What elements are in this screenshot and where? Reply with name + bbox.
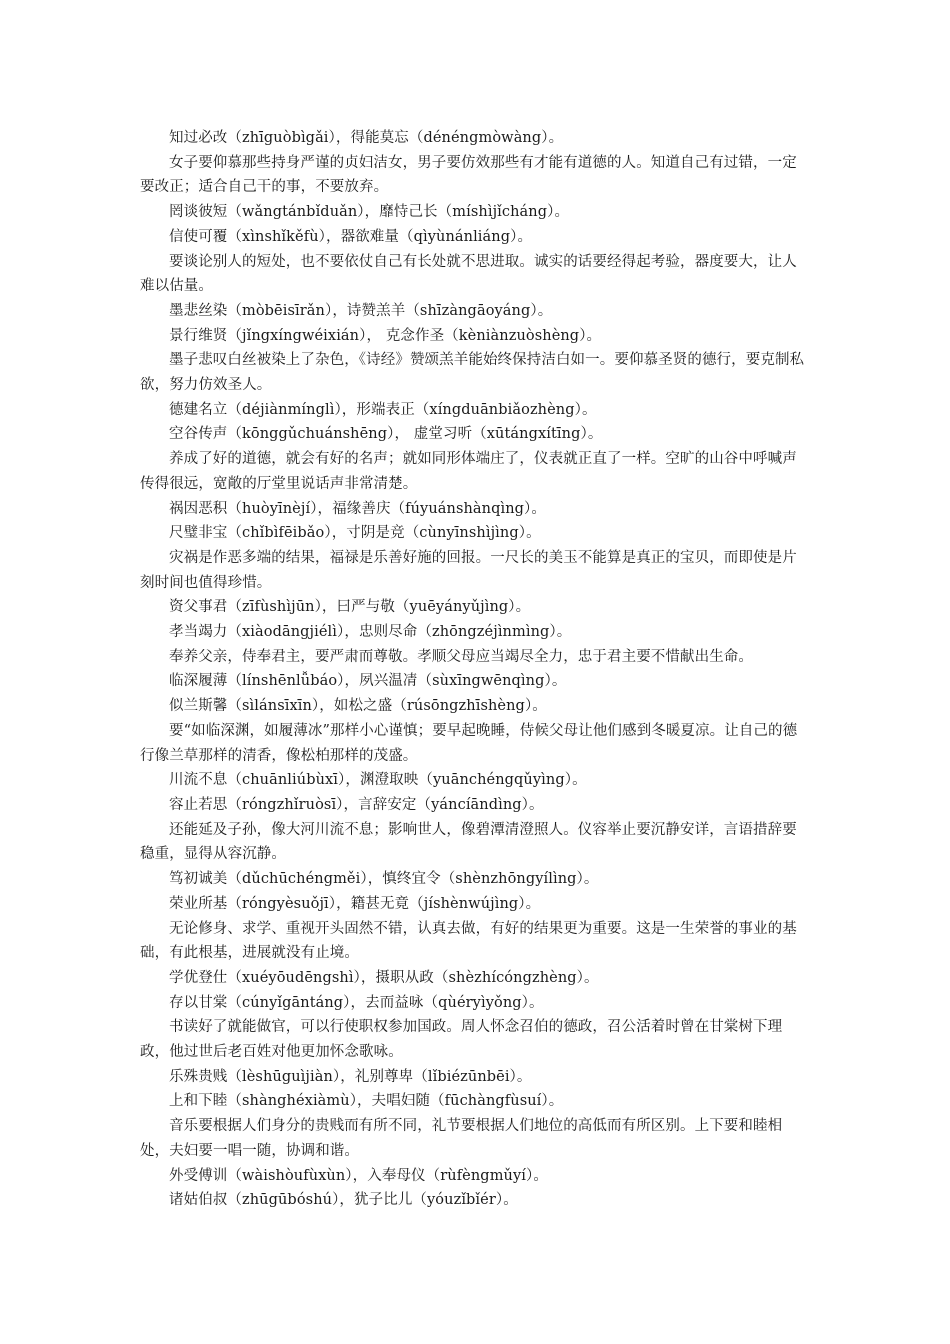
paragraph: 存以甘棠（cúnyǐgāntáng），去而益咏（qùéryìyǒng）。: [169, 994, 544, 1011]
paragraph: 墨子悲叹白丝被染上了杂色，《诗经》赞颂羔羊能始终保持洁白如一。要仰慕圣贤的德行，要克制私欲，努力仿效圣人。: [140, 352, 805, 394]
paragraph: 奉养父亲，侍奉君主，要严肃而尊敬。孝顺父母应当竭尽全力，忠于君主要不惜献出生命。: [169, 648, 753, 665]
paragraph: 灾祸是作恶多端的结果，福禄是乐善好施的回报。一尺长的美玉不能算是真正的宝贝，而即使是片刻时间也值得珍惜。: [140, 549, 797, 591]
paragraph: 养成了好的道德，就会有好的名声；就如同形体端庄了，仪表就正直了一样。空旷的山谷中呼喊声传得很远，宽敞的厅堂里说话声非常清楚。: [140, 451, 797, 492]
paragraph: 学优登仕（xuéyōudēngshì），摄职从政（shèzhícóngzhèng）。: [169, 969, 599, 986]
paragraph: 上和下睦（shànghéxiàmù），夫唱妇随（fūchàngfùsuí）。: [169, 1093, 564, 1110]
paragraph: 要“如临深渊，如履薄冰”那样小心谨慎；要早起晚睡，侍候父母让他们感到冬暖夏凉。让自己的德行像兰草那样的清香，像松柏那样的茂盛。: [140, 722, 798, 764]
paragraph: 无论修身、求学、重视开头固然不错，认真去做，有好的结果更为重要。这是一生荣誉的事业的基础，有此根基，进展就没有止境。: [140, 920, 797, 962]
paragraph: 女子要仰慕那些持身严谨的贞妇洁女，男子要仿效那些有才能有道德的人。知道自己有过错，一定要改正；适合自己干的事，不要放弃。: [140, 154, 797, 196]
paragraph: 祸因恶积（huòyīnèjí），福缘善庆（fúyuánshànqìng）。: [169, 500, 547, 517]
paragraph: 书读好了就能做官，可以行使职权参加国政。周人怀念召伯的德政，召公活着时曾在甘棠树下理政，他过世后老百姓对他更加怀念歌咏。: [140, 1019, 783, 1061]
paragraph: 音乐要根据人们身分的贵贱而有所不同，礼节要根据人们地位的高低而有所区别。上下要和睦相处，夫妇要一唱一随，协调和谐。: [140, 1118, 783, 1159]
paragraph: 荣业所基（róngyèsuǒjī），籍甚无竟（jíshènwújìng）。: [169, 895, 541, 912]
paragraph: 景行维贤（jǐngxíngwéixián）， 克念作圣（kèniànzuòshèng）。: [169, 327, 602, 344]
paragraph: 乐殊贵贱（lèshūguìjiàn），礼别尊卑（lǐbiézūnbēi）。: [169, 1068, 532, 1085]
paragraph: 孝当竭力（xiàodāngjiélì），忠则尽命（zhōngzéjìnmìng）。: [169, 624, 572, 641]
document-body: [140, 126, 810, 1213]
paragraph: 信使可覆（xìnshǐkěfù），器欲难量（qìyùnánliáng）。: [169, 228, 533, 245]
paragraph: 还能延及子孙，像大河川流不息；影响世人，像碧潭清澄照人。仪容举止要沉静安详，言语措辞要稳重，显得从容沉静。: [140, 821, 797, 863]
paragraph: 尺璧非宝（chǐbìfēibǎo），寸阴是竞（cùnyīnshìjìng）。: [169, 525, 541, 542]
paragraph: 诸姑伯叔（zhūgūbóshú），犹子比儿（yóuzǐbǐér）。: [169, 1192, 518, 1209]
paragraph: 外受傅训（wàishòufùxùn），入奉母仪（rùfèngmǔyí）。: [169, 1167, 548, 1184]
paragraph: 知过必改（zhīguòbìgǎi），得能莫忘（dénéngmòwàng）。: [169, 130, 564, 146]
paragraph: 墨悲丝染（mòbēisīrǎn），诗赞羔羊（shīzàngāoyáng）。: [169, 302, 553, 319]
paragraph: 空谷传声（kōnggǔchuánshēng）， 虚堂习听（xūtángxítīng）。: [169, 426, 603, 443]
paragraph: 川流不息（chuānliúbùxī），渊澄取映（yuānchéngqǔyìng）。: [169, 772, 587, 789]
paragraph: 笃初诚美（dǔchūchéngměi），慎终宜令（shènzhōngyílìng）。: [169, 871, 599, 888]
paragraph: 德建名立（déjiànmínglì），形端表正（xíngduānbiǎozhèng）。: [169, 401, 597, 418]
paragraph: 罔谈彼短（wǎngtánbǐduǎn），靡恃己长（míshìjǐcháng）。: [169, 204, 570, 221]
paragraph: 似兰斯馨（sìlánsīxīn），如松之盛（rúsōngzhīshèng）。: [169, 698, 547, 715]
paragraph: 临深履薄（línshēnlǚbáo），夙兴温凊（sùxīngwēnqìng）。: [169, 673, 567, 690]
paragraph: 资父事君（zīfùshìjūn），曰严与敬（yuēyányǔjìng）。: [169, 599, 531, 616]
paragraph: 容止若思（róngzhǐruòsī），言辞安定（yáncíāndìng）。: [169, 796, 544, 813]
paragraph: 要谈论别人的短处，也不要依仗自己有长处就不思进取。诚实的话要经得起考验，器度要大，让人难以估量。: [140, 253, 797, 295]
